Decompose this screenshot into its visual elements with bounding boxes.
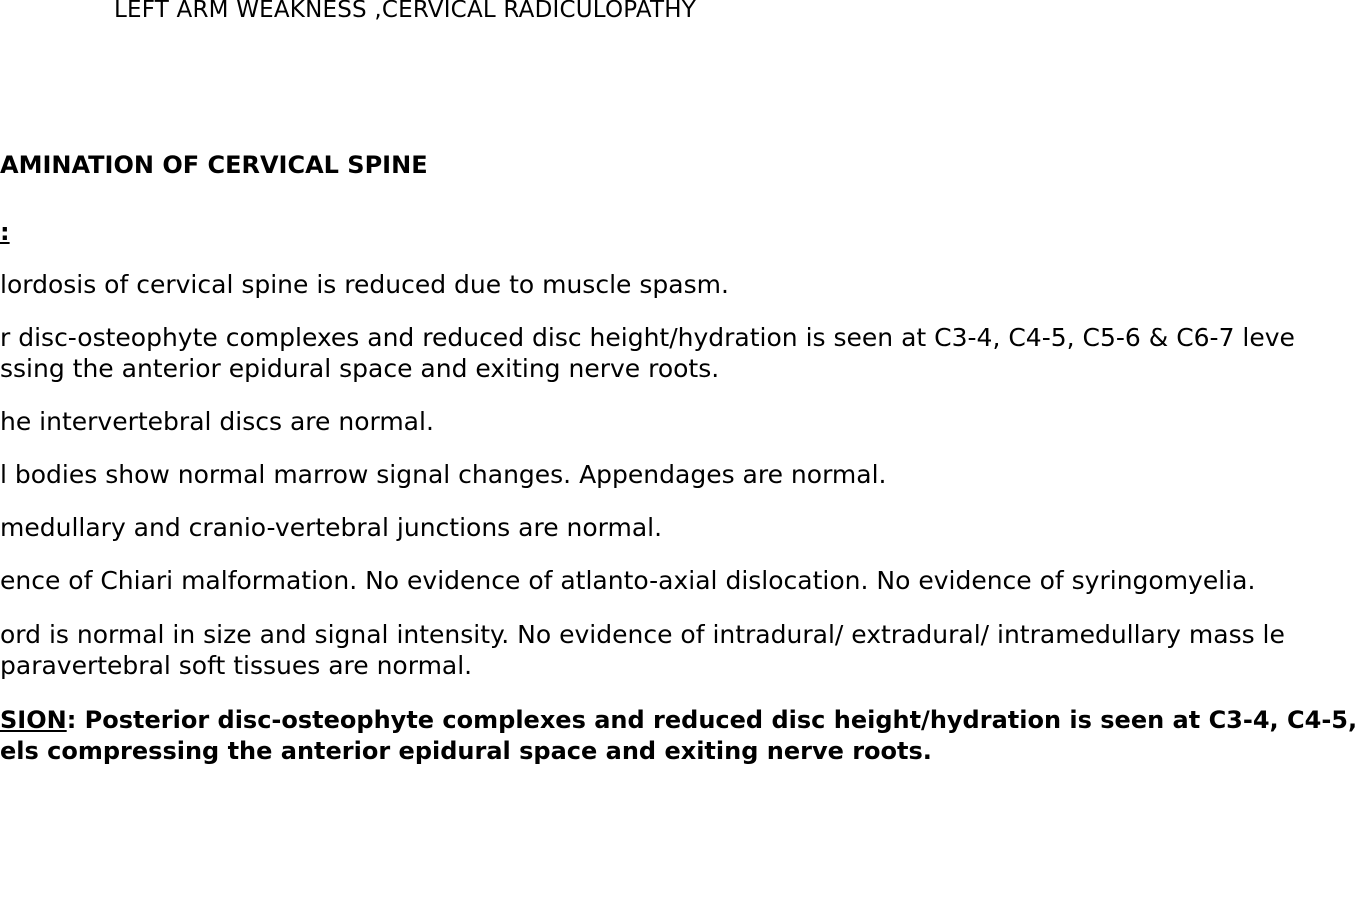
impression-label: SION (0, 706, 67, 734)
finding-disc-osteophyte-line-1: r disc-osteophyte complexes and reduced disc height/hydration is seen at C3-4, C4-5, C5-6 & C6-7 leve (0, 323, 1295, 352)
clinical-indication: LEFT ARM WEAKNESS ,CERVICAL RADICULOPATHY (114, 0, 697, 23)
finding-intervertebral-discs: he intervertebral discs are normal. (0, 407, 434, 436)
report-title: AMINATION OF CERVICAL SPINE (0, 151, 428, 179)
finding-cord-line-2: paravertebral soft tissues are normal. (0, 651, 473, 680)
impression-line-1 (0, 704, 1357, 736)
finding-vertebral-bodies: l bodies show normal marrow signal changes. Appendages are normal. (0, 460, 887, 489)
impression-line-2: els compressing the anterior epidural space and exiting nerve roots. (0, 737, 932, 765)
finding-chiari-syringomyelia: ence of Chiari malformation. No evidence of atlanto-axial dislocation. No evidence of syringomyelia. (0, 566, 1256, 595)
finding-lordosis: lordosis of cervical spine is reduced due to muscle spasm. (0, 270, 729, 299)
finding-cord-line-1: ord is normal in size and signal intensity. No evidence of intradural/ extradural/ intramedullary mass le (0, 620, 1285, 649)
impression-text-line-1: : Posterior disc-osteophyte complexes and reduced disc height/hydration is seen at C3-4, C4-5, (66, 706, 1357, 734)
finding-disc-osteophyte-line-2: ssing the anterior epidural space and exiting nerve roots. (0, 354, 720, 383)
findings-label: : (0, 218, 10, 246)
finding-junctions: medullary and cranio-vertebral junctions are normal. (0, 513, 663, 542)
